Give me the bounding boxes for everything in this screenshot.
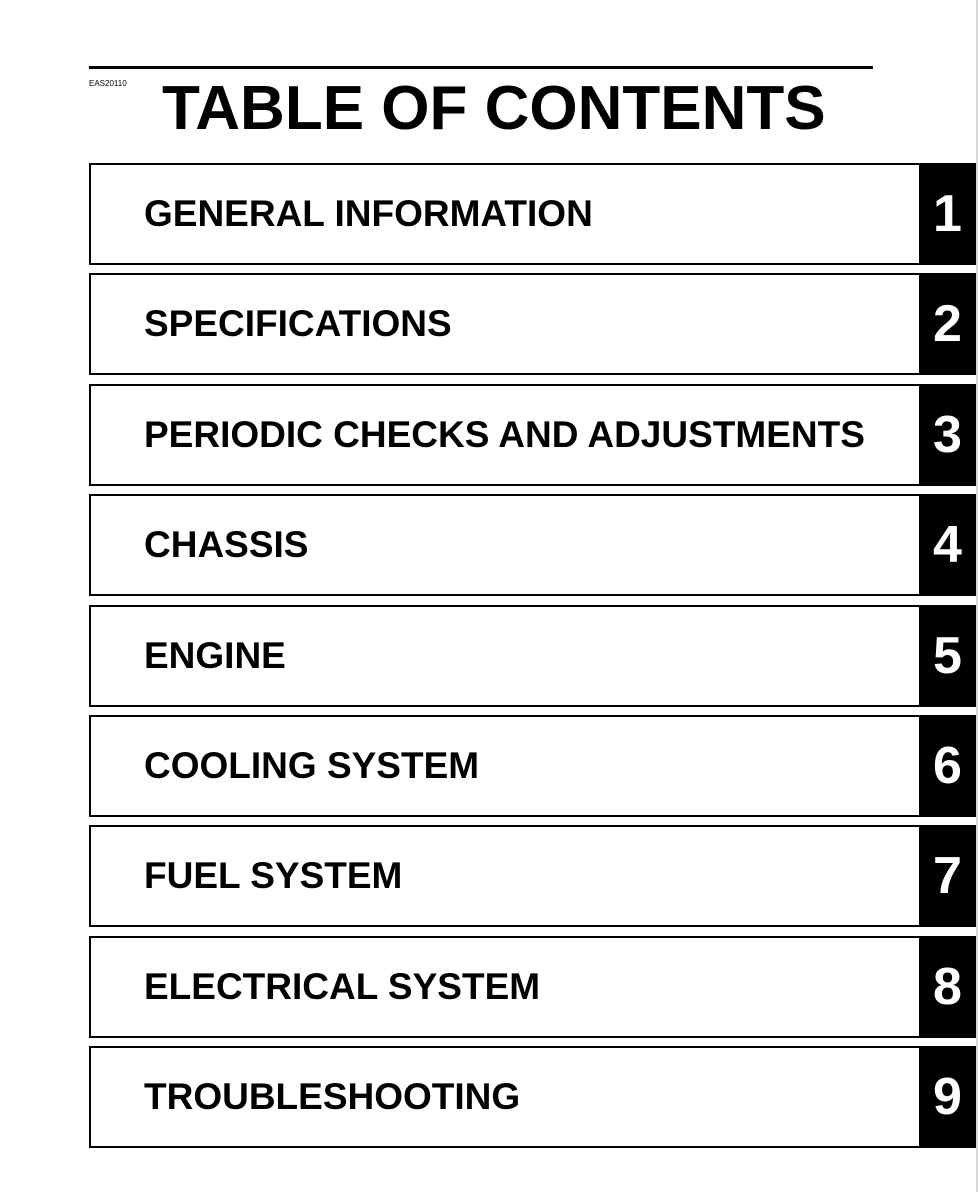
toc-entry-cooling-system[interactable] (89, 715, 976, 817)
chapter-tab[interactable]: 9 (919, 1046, 976, 1148)
chapter-tab[interactable]: 5 (919, 605, 976, 707)
toc-entry-label: CHASSIS (144, 524, 309, 566)
page-title: TABLE OF CONTENTS (162, 74, 826, 143)
toc-entry-label: FUEL SYSTEM (144, 855, 403, 897)
toc-entry-engine[interactable] (89, 605, 976, 707)
toc-entry-label: ELECTRICAL SYSTEM (144, 965, 541, 1007)
toc-entry-label: ENGINE (144, 634, 286, 676)
toc-entry-general-information[interactable] (89, 163, 976, 265)
toc-entry-chassis[interactable] (89, 494, 976, 596)
toc-entry-fuel-system[interactable] (89, 825, 976, 927)
toc-list (89, 163, 976, 1157)
chapter-tab[interactable]: 2 (919, 273, 976, 375)
chapter-tab[interactable]: 8 (919, 936, 976, 1038)
chapter-tab[interactable]: 3 (919, 384, 976, 486)
chapter-tab[interactable]: 1 (919, 163, 976, 265)
document-code: EAS20110 (89, 79, 127, 88)
toc-entry-troubleshooting[interactable] (89, 1046, 976, 1148)
toc-entry-label: PERIODIC CHECKS AND ADJUSTMENTS (144, 413, 865, 455)
toc-entry-periodic-checks[interactable] (89, 384, 976, 486)
toc-entry-label: GENERAL INFORMATION (144, 193, 593, 234)
toc-entry-label: SPECIFICATIONS (144, 303, 452, 345)
chapter-tab[interactable]: 6 (919, 715, 976, 817)
toc-entry-specifications[interactable] (89, 273, 976, 375)
toc-entry-label: TROUBLESHOOTING (144, 1076, 521, 1118)
chapter-tab[interactable]: 4 (919, 494, 976, 596)
toc-entry-electrical-system[interactable] (89, 936, 976, 1038)
toc-entry-label: COOLING SYSTEM (144, 744, 480, 786)
header-rule (89, 66, 873, 69)
chapter-tab[interactable]: 7 (919, 825, 976, 927)
